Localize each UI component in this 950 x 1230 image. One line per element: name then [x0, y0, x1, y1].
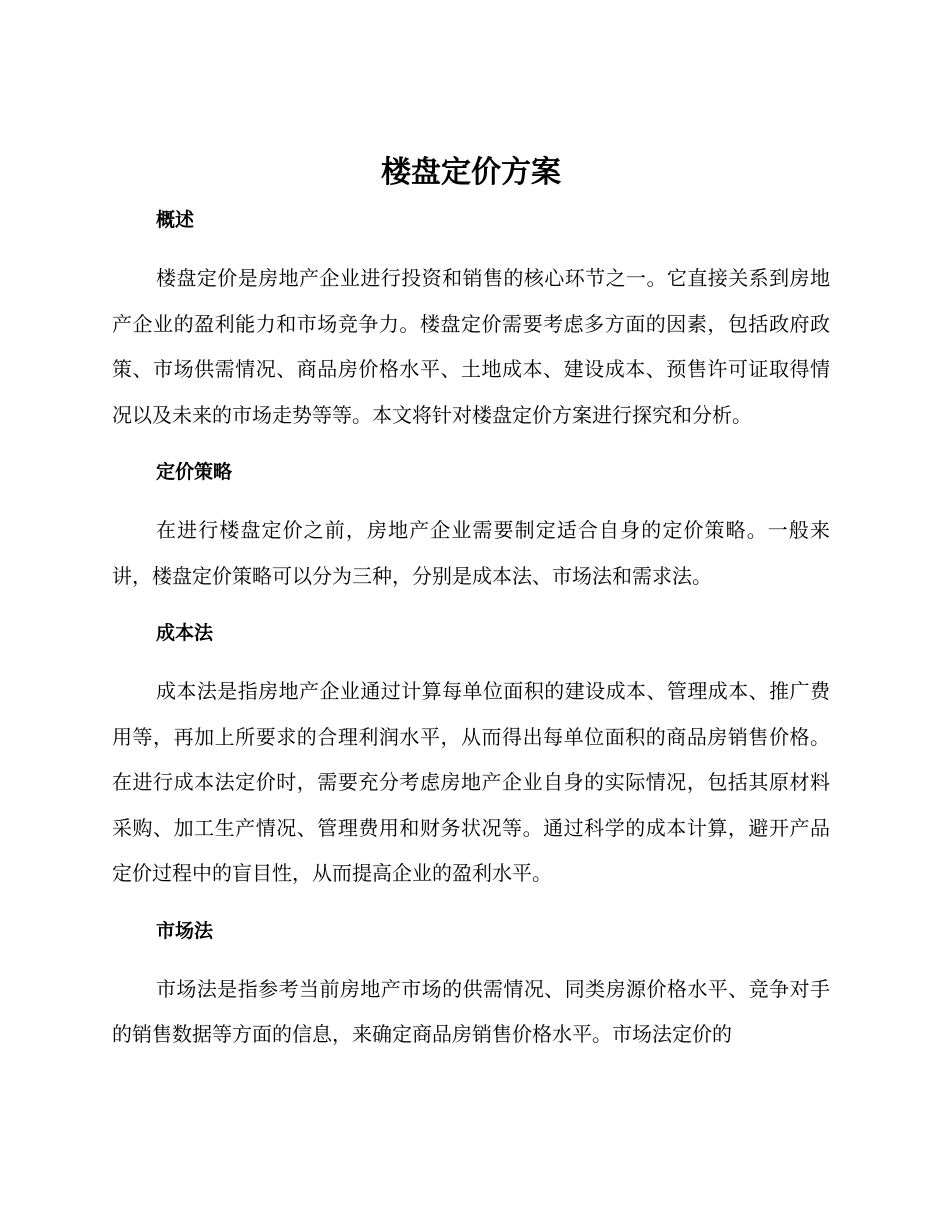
- section-paragraph-overview: 楼盘定价是房地产企业进行投资和销售的核心环节之一。它直接关系到房地产企业的盈利能力和市场竞争力。楼盘定价需要考虑多方面的因素，包括政府政策、市场供需情况、商品房价格水平、土地成本、建设成本、预售许可证取得情况以及未来的市场走势等等。本文将针对楼盘定价方案进行探究和分析。: [112, 266, 830, 427]
- document-page: [112, 150, 830, 1058]
- section-heading-cost-method: 成本法: [156, 622, 214, 644]
- section-heading-pricing-strategy: 定价策略: [156, 461, 233, 483]
- section-heading-market-method: 市场法: [156, 919, 214, 942]
- section-heading-overview: 概述: [156, 209, 195, 231]
- document-title: 楼盘定价方案: [381, 155, 561, 190]
- section-paragraph-market-method: 市场法是指参考当前房地产市场的供需情况、同类房源价格水平、竞争对手的销售数据等方面的信息，来确定商品房销售价格水平。市场法定价的: [112, 976, 830, 1046]
- section-paragraph-pricing-strategy: 在进行楼盘定价之前，房地产企业需要制定适合自身的定价策略。一般来讲，楼盘定价策略可以分为三种，分别是成本法、市场法和需求法。: [112, 518, 830, 588]
- section-paragraph-cost-method: 成本法是指房地产企业通过计算每单位面积的建设成本、管理成本、推广费用等，再加上所要求的合理利润水平，从而得出每单位面积的商品房销售价格。在进行成本法定价时，需要充分考虑房地产企业自身的实际情况，包括其原材料采购、加工生产情况、管理费用和财务状况等。通过科学的成本计算，避开产品定价过程中的盲目性，从而提高企业的盈利水平。: [112, 679, 830, 885]
